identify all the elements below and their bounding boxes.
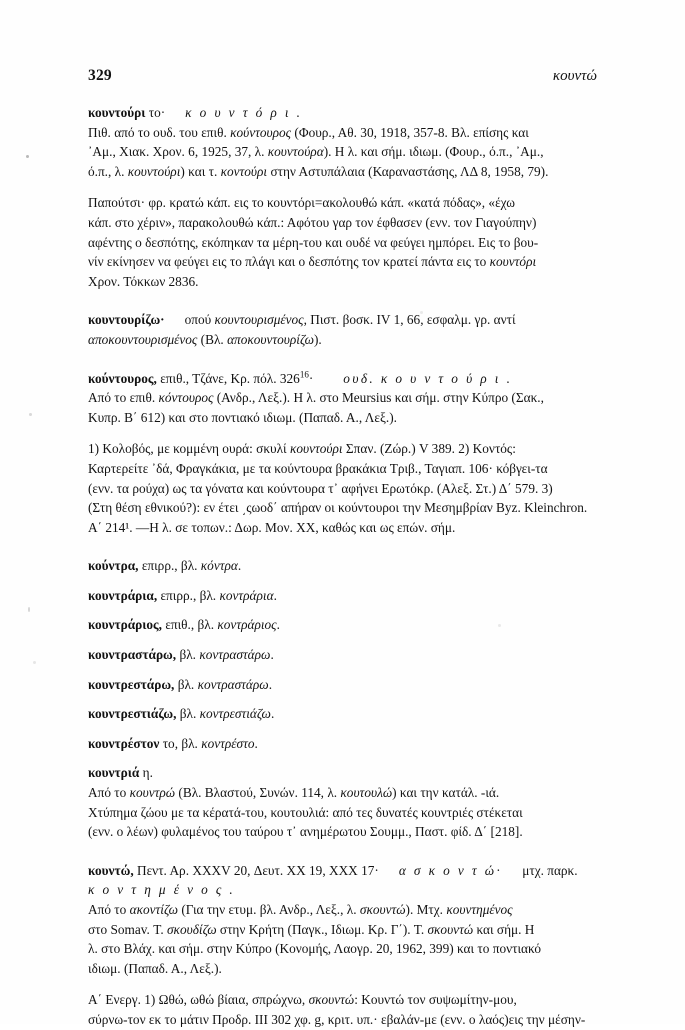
entry-kountouri	[88, 103, 597, 291]
entry-body-line: αφέντης ο δεσπότης, εκόπηκαν τα μέρη-του και ουδέ να φεύγει ημπόρει. Εις το βου-	[88, 234, 539, 250]
entry-body-line: νίν εκίνησεν να φεύγει εις το πλάγι και ο δεσπότης τον κρατεί πάντα εις το κουντόρι	[88, 254, 537, 270]
entry-sense-line: (ενν. τα ρούχα) ως τα γόνατα και κούντουρα τ᾿ αφήνει Ερωτόκρ. (Αλεξ. Στ.) Δ΄ 579. 3)	[88, 480, 553, 496]
entry-headword-line	[88, 310, 597, 330]
entry-headword-line	[88, 369, 597, 389]
entry-kountourizo	[88, 310, 597, 349]
entry-body-line: Χτύπημα ζώου με τα κέρατά-του, κουτουλιά: από τες δυνατές κουντριές στέκεται	[88, 804, 523, 820]
entry-headword-line	[88, 586, 597, 606]
entry-body-line: αποκουντουρισμένος (Βλ. αποκουντουρίζω).	[88, 331, 322, 347]
entry-kountouros	[88, 369, 597, 538]
headword-variant: α σ κ ο ν τ ώ·	[398, 862, 503, 878]
entry-kountrarios	[88, 615, 597, 635]
entry-body-line: οπού κουντουρισμένος, Πιστ. βοσκ. IV 1, 66, εσφαλμ. γρ. αντί	[184, 312, 516, 328]
entry-body-line: Κυπρ. Β΄ 612) και στο ποντιακό ιδιωμ. (Παπαδ. Α., Λεξ.).	[88, 409, 397, 425]
headword: κουντρεστιάζω,	[88, 706, 177, 722]
entry-headword-line	[88, 556, 597, 576]
entry-body-line: Από το κουντρώ (Βλ. Βλαστού, Συνών. 114, λ. κουτουλώ) και την κατάλ. -ιά.	[88, 785, 500, 801]
entry-body-line: Παπούτσι· φρ. κρατώ κάπ. εις το κουντόρι=ακολουθώ κάπ. «κατά πόδας», «έχω	[88, 195, 516, 211]
page-number: 329	[88, 67, 112, 84]
headword: κουντριά	[88, 765, 140, 781]
headword-refs: Πεντ. Αρ. XXXV 20, Δευτ. XX 19, XXX 17·	[137, 862, 379, 878]
entry-crossref: βλ. κοντραστάρω.	[179, 647, 274, 663]
headword-superscript: 16	[299, 369, 309, 380]
entry-body-line: Από το ακοντίζω (Για την ετυμ. βλ. Ανδρ., Λεξ., λ. σκουντώ). Μτχ. κουντημένος	[88, 902, 513, 917]
headword: κουντώ,	[88, 862, 134, 878]
entry-kountra	[88, 556, 597, 576]
entry-crossref: το, βλ. κοντρέστο.	[162, 735, 258, 751]
headword: κουντουρίζω·	[88, 312, 165, 328]
entry-body-line: ό.π., λ. κουντούρι) και τ. κοντούρι στην Αστυπάλαια (Καραναστάσης, ΛΔ 8, 1958, 79).	[88, 163, 549, 179]
entry-headword-line	[88, 734, 597, 754]
running-lemma: κουντώ	[552, 68, 597, 84]
entry-sense-line: σύρνω-τον εκ το μάτιν Προδρ. III 302 χφ. g, κριτ. υπ.· εβαλάν-με (ενν. ο λαός)εις την μέσην-	[88, 1011, 586, 1027]
headword-variant: ουδ. κ ο υ ν τ ο ύ ρ ι .	[343, 370, 513, 386]
scan-speck	[29, 413, 32, 416]
scan-speck	[33, 661, 36, 664]
entry-kounto	[88, 861, 597, 1030]
entry-kountreston	[88, 734, 597, 754]
entry-headword-line	[88, 615, 597, 635]
running-head	[88, 66, 597, 86]
headword: κουντράριος,	[88, 617, 162, 633]
entry-sense-line: (Στη θέση εθνικού?): εν έτει ͵ςωοδ΄ απήραν οι κούντουροι την Μεσημβρίαν Byz. Kleinchron.	[88, 500, 588, 516]
headword-variant: κ ο υ ν τ ό ρ ι .	[185, 105, 303, 120]
headword-gram: μτχ. παρκ.	[522, 862, 578, 878]
entry-body-line: στο Somav. Τ. σκουδίζω στην Κρήτη (Παγκ., Ιδιωμ. Κρ. Γ΄). Τ. σκουντώ και σήμ. Η	[88, 921, 535, 937]
entry-body-line: λ. στο Βλάχ. και σήμ. στην Κύπρο (Κονομής, Λαογρ. 20, 1962, 399) και το ποντιακό	[88, 941, 542, 957]
entry-sense-line: Καρτερείτε ᾿δά, Φραγκάκια, με τα κούντουρα βρακάκια Τριβ., Ταγιαπ. 106· κόβγει-τα	[88, 460, 548, 476]
headword: κούντουρος,	[88, 370, 157, 386]
entry-body-line: Πιθ. από το ουδ. του επιθ. κούντουρος (Φουρ., Αθ. 30, 1918, 357-8. Βλ. επίσης και	[88, 124, 529, 140]
entry-crossref: βλ. κοντρεστιάζω.	[179, 706, 275, 722]
headword: κουντράρια,	[88, 587, 158, 603]
headword-variant: κ ο ν τ η μ έ ν ο ς .	[88, 882, 236, 898]
entry-body-line: ᾿Αμ., Χιακ. Χρον. 6, 1925, 37, λ. κουντούρα). Η λ. και σήμ. ιδιωμ. (Φουρ., ό.π., ᾿Αμ.,	[88, 144, 544, 160]
entry-headword-variant-line	[88, 880, 597, 900]
scan-speck	[28, 607, 30, 612]
entry-kountrestiazo	[88, 704, 597, 724]
entry-body-line: (ενν. ο λέων) φυλαμένος του ταύρου τ᾿ ανημέρωτου Σουμμ., Παστ. φίδ. Δ΄ [218].	[88, 824, 523, 840]
headword-punct: ·	[308, 370, 314, 386]
headword: κουντούρι	[88, 105, 146, 120]
text-column	[88, 103, 597, 1030]
headword: κούντρα,	[88, 558, 139, 574]
entry-kountria	[88, 763, 597, 841]
headword: κουντρεστάρω,	[88, 676, 175, 692]
entry-headword-line	[88, 763, 597, 783]
entry-kountrastaro	[88, 645, 597, 665]
entry-body-line: κάπ. στο χέριν», παρακολουθώ κάπ.: Αφότου γαρ τον έφθασεν (ενν. τον Γιαγούπην)	[88, 214, 537, 230]
headword: κουντρέστον	[88, 735, 160, 751]
entry-sense-line: Α΄ Ενεργ. 1) Ωθώ, ωθώ βίαια, σπρώχνω, σκουντώ: Κουντώ τον συψωμίτην-μου,	[88, 992, 517, 1008]
entry-body-line: Από το επιθ. κόντουρος (Ανδρ., Λεξ.). Η λ. στο Meursius και σήμ. στην Κύπρο (Σακ.,	[88, 390, 544, 406]
entry-headword-line	[88, 103, 597, 123]
entry-kountrestaro	[88, 675, 597, 695]
headword: κουντραστάρω,	[88, 647, 177, 663]
headword-gram: το·	[148, 105, 166, 120]
entry-sense-line: 1) Κολοβός, με κομμένη ουρά: σκυλί κουντούρι Σπαν. (Ζώρ.) V 389. 2) Κοντός:	[88, 441, 516, 457]
scan-speck	[26, 155, 29, 158]
entry-crossref: επιρρ., βλ. κόντρα.	[141, 558, 242, 574]
entry-kountraria	[88, 586, 597, 606]
entry-headword-line	[88, 675, 597, 695]
entry-crossref: επιθ., βλ. κοντράριος.	[165, 617, 280, 633]
entry-body-line: ιδιωμ. (Παπαδ. Α., Λεξ.).	[88, 960, 222, 976]
entry-body-line: Χρον. Τόκκων 2836.	[88, 273, 199, 289]
headword-gram: η.	[142, 765, 153, 781]
headword-gram: επιθ., Τζάνε, Κρ. πόλ. 326	[160, 370, 300, 386]
entry-headword-line	[88, 861, 597, 881]
entry-headword-line	[88, 645, 597, 665]
entry-crossref: βλ. κοντραστάρω.	[177, 676, 273, 692]
entry-headword-line	[88, 704, 597, 724]
entry-crossref: επιρρ., βλ. κοντράρια.	[160, 587, 277, 603]
entry-sense-line: Α΄ 214¹. —Η λ. σε τοπων.: Δωρ. Μον. XX, καθώς και ως επών. σήμ.	[88, 519, 456, 535]
